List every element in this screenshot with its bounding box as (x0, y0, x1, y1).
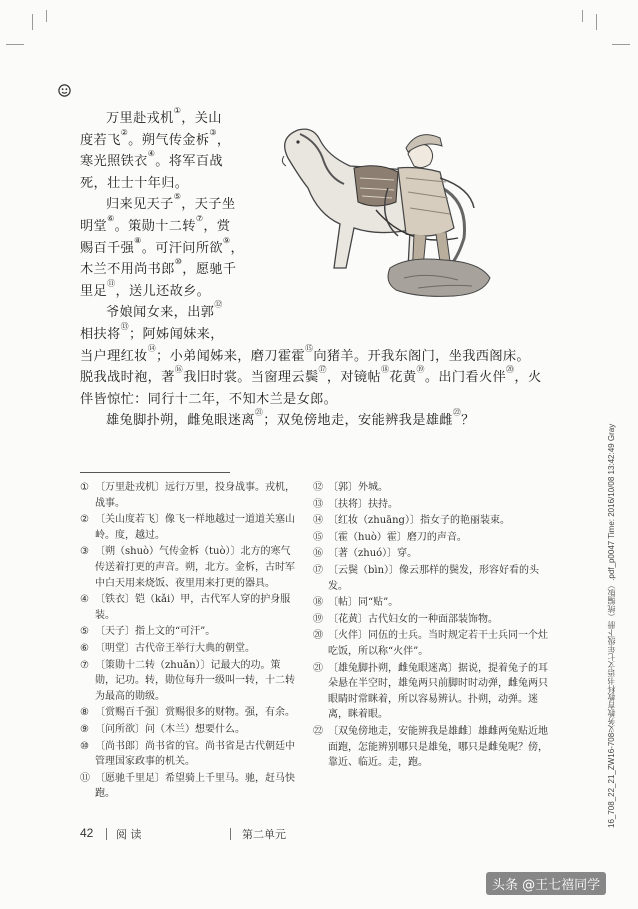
footnote-marker: ⑳ (506, 365, 515, 375)
poem-line (80, 343, 600, 368)
poem-text-segment: 雄兔脚扑朔，雌兔眼迷离 (106, 413, 255, 429)
footnote-marker: ⑯ (174, 365, 184, 375)
unit-label: 第二单元 (242, 828, 286, 841)
section-label: 阅 读 (116, 828, 142, 841)
footnote-text: 〔尚书郎〕尚书省的官。尚书省是古代朝廷中管理国家政事的机关。 (95, 740, 295, 768)
footnote-text: 〔双兔傍地走，安能辨我是雄雌〕雄雌两兔贴近地面跑，怎能辨别哪只是雄兔，哪只是雌兔呢？傍，靠近、临近。走，跑。 (328, 725, 548, 769)
poem-text-segment: ，关山 (181, 111, 222, 126)
footnote-marker: ㉒ (452, 408, 462, 418)
footnote-marker: ⑪ (107, 278, 116, 288)
footnotes-left-column (80, 480, 300, 803)
footnote-number: ⑤ (80, 626, 89, 638)
footnote-number: ⑭ (313, 515, 323, 527)
poem-text-segment: 明堂 (80, 218, 108, 234)
poem-text-segment: 。可汗问所欲 (141, 240, 223, 256)
poem-text-segment: 花黄 (389, 370, 417, 386)
poem-text-segment: ， (216, 132, 231, 148)
footnote-text: 〔赏赐百千强〕赏赐很多的财物。强，有余。 (95, 707, 295, 719)
footnote-text: 〔云鬓（bìn）〕像云那样的鬓发，形容好看的头发。 (328, 564, 540, 592)
footnote-item (80, 658, 300, 705)
poem-text-segment: ；小弟闻姊来，磨刀霍霍 (156, 348, 305, 364)
footnote-text: 〔愿驰千里足〕希望骑上千里马。驰，赶马快跑。 (95, 772, 295, 800)
poem-text-segment: 。朔气传金柝 (128, 132, 210, 148)
poem-text-segment: ；双兔傍地走，安能辨我是雄雌 (263, 413, 453, 429)
footnote-number: ⑲ (313, 613, 323, 625)
footnote-number: ⑩ (80, 740, 89, 752)
footnote-number: ⑬ (313, 498, 323, 510)
footnote-number: ⑪ (80, 772, 90, 784)
footnote-text: 〔红妆（zhuāng）〕指女子的艳丽装束。 (328, 515, 510, 527)
poem-line (80, 410, 600, 432)
poem-text-segment: ；阿姊闻妹来， (128, 326, 224, 342)
footnote-marker: ⑩ (174, 257, 183, 267)
footnote-number: ④ (80, 594, 89, 606)
footer-divider (230, 828, 231, 840)
footnote-marker: ⑮ (304, 343, 314, 353)
crop-mark (612, 44, 630, 45)
footnote-item (80, 512, 300, 543)
poem-line (80, 389, 600, 411)
footnote-number: ㉑ (313, 662, 323, 674)
poem-text-segment: 里足 (80, 283, 108, 299)
footnote-item (80, 592, 300, 623)
poem-text-segment: ？ (461, 413, 475, 429)
crop-mark (6, 44, 24, 45)
poem-text-segment: ，送儿还故乡。 (115, 283, 211, 299)
footnote-item (80, 641, 300, 657)
poem-text-segment: 寒光照铁衣 (80, 154, 148, 170)
poem-text-segment: 木兰不用尚书郎 (80, 262, 175, 278)
footnote-number: ③ (80, 546, 89, 558)
footnote-marker: ⑬ (120, 321, 129, 331)
footnote-marker: ⑰ (318, 365, 327, 375)
footnote-item (80, 624, 300, 640)
footnote-item (313, 628, 556, 659)
footnote-item (80, 480, 300, 511)
footnote-item (313, 480, 556, 496)
footnote-item (313, 563, 556, 594)
footnote-marker: ⑭ (147, 343, 157, 353)
footer-divider (106, 828, 107, 840)
footnote-item (80, 705, 300, 721)
footnote-item (80, 739, 300, 770)
footnote-text: 〔朔（shuò）气传金柝（tuò）〕北方的寒气传送着打更的声音。朔，北方。金柝，古时军中白天用来烧饭、夜里用来打更的器具。 (95, 546, 295, 589)
footnote-item (313, 595, 556, 611)
poem-text-segment: 度若飞 (80, 132, 121, 148)
poem-text-segment: 。出门看火伴 (424, 370, 507, 386)
footnote-number: ⑯ (313, 548, 323, 560)
footnote-divider (80, 472, 230, 473)
poem-text-segment: 赐百千强 (80, 240, 135, 256)
footnote-number: ⑱ (313, 597, 323, 609)
poem-text-segment: 。策勋十二转 (114, 218, 196, 234)
footnote-item (313, 661, 556, 723)
footnote-number: ㉒ (313, 725, 323, 737)
footnote-text: 〔花黄〕古代妇女的一种面部装饰物。 (328, 613, 498, 625)
poem-text-segment: ，火 (514, 370, 542, 386)
footnote-item (313, 497, 556, 513)
footnote-text: 〔扶将〕扶持。 (328, 498, 398, 510)
poem-text-segment: 。将军百战 (155, 154, 223, 170)
footnote-marker: ⑨ (222, 235, 231, 245)
poem-text-segment: ，天子坐 (181, 197, 236, 213)
poem-line (80, 321, 600, 346)
footnote-marker: ⑧ (134, 235, 142, 245)
footnote-text: 〔著（zhuó）〕穿。 (328, 548, 418, 560)
footnote-number: ⑧ (80, 707, 89, 719)
poem-text-segment: 爷娘闻女来，出郭 (106, 305, 215, 321)
footnote-item (313, 530, 556, 546)
footnote-number: ⑫ (313, 482, 323, 493)
footnote-marker: ⑥ (107, 213, 115, 223)
footnote-marker: ⑱ (381, 365, 390, 375)
footnote-text: 〔铁衣〕铠（kǎi）甲，古代军人穿的护身服装。 (95, 594, 291, 621)
footnote-marker: ③ (209, 127, 217, 137)
print-info-strip: 16_708_22_21_ZW16-708义务教育教科书语文七年级下册（统编版）.pdf_p0047 Time: 2016/10/08 13:42:49 Gray (607, 423, 616, 828)
footnote-marker: ㉑ (254, 408, 264, 418)
poem-text-segment: ，愿驰千 (182, 262, 237, 278)
poem-text-segment: ，赏 (203, 218, 231, 234)
footnote-item (80, 544, 300, 591)
footnote-marker: ⑤ (173, 192, 182, 202)
footnote-number: ① (80, 482, 89, 493)
footnote-number: ⑦ (80, 659, 89, 671)
footnote-marker: ② (120, 127, 129, 137)
poem-text-segment: 死，壮士十年归。 (80, 175, 189, 191)
footnote-text: 〔帖〕同“贴”。 (328, 597, 399, 609)
footnote-number: ⑮ (313, 531, 323, 543)
poem-text-segment: 脱我战时袍，著 (80, 370, 175, 386)
poem-text-segment: ，对镜帖 (326, 370, 382, 386)
footnote-text: 〔策勋十二转（zhuǎn）〕记最大的功。策勋，记功。转，勋位每升一级叫一转，十二转为最高的勋级。 (95, 659, 295, 702)
footnote-text: 〔万里赴戎机〕远行万里，投身战事。戎机，战事。 (95, 482, 295, 509)
poem-text-segment: ， (230, 240, 244, 256)
footnote-text: 〔郭〕外城。 (328, 482, 388, 493)
footnote-item (80, 722, 300, 738)
footnote-marker: ① (173, 106, 182, 115)
footnotes-right-column (313, 480, 556, 772)
footnote-text: 〔天子〕指上文的“可汗”。 (95, 626, 216, 638)
poem-text-segment: 相扶将 (80, 326, 121, 342)
footnote-number: ⑨ (80, 723, 89, 735)
mulan-horse-illustration (258, 118, 508, 308)
poem-text-segment: 向猪羊。开我东阁门，坐我西阁床。 (313, 348, 530, 364)
footnote-text: 〔火伴〕同伍的士兵。当时规定若干士兵同一个灶吃饭，所以称“火伴”。 (328, 630, 548, 657)
crop-mark (582, 10, 583, 22)
page-number: 42 (80, 826, 94, 840)
footnote-item (313, 724, 556, 771)
footnote-number: ⑥ (80, 642, 89, 654)
footnote-text: 〔关山度若飞〕像飞一样地越过一道道关塞山岭。度，越过。 (95, 514, 295, 541)
footnote-item (313, 546, 556, 562)
crop-mark (46, 10, 47, 22)
footnote-marker: ⑫ (214, 300, 223, 310)
footnote-number: ⑳ (313, 630, 323, 642)
footnote-text: 〔雄兔脚扑朔，雌兔眼迷离〕据说，提着兔子的耳朵悬在半空时，雄兔两只前脚时时动弹，雌兔两只眼睛时常眯着，所以容易辨认。扑朔，动弹。迷离，眯着眼。 (328, 662, 548, 721)
face-icon (58, 84, 71, 97)
crop-mark (596, 14, 597, 30)
footnote-item (80, 771, 300, 802)
footnote-item (313, 612, 556, 628)
poem-text-segment: 归来见天子 (106, 197, 174, 213)
footnote-marker: ④ (147, 149, 156, 159)
poem-text-segment: 万里赴戎机 (106, 111, 174, 126)
footnote-item (313, 513, 556, 529)
footnote-text: 〔霍（huò）霍〕磨刀的声音。 (328, 531, 467, 543)
poem-text-segment: 我旧时裳。当窗理云鬓 (183, 370, 319, 386)
footnote-number: ⑰ (313, 564, 323, 576)
crop-mark (32, 14, 33, 30)
poem-text-segment: 伴皆惊忙：同行十二年，不知木兰是女郎。 (80, 391, 338, 407)
footnote-number: ② (80, 514, 89, 526)
footnote-text: 〔问所欲〕问（木兰）想要什么。 (95, 723, 245, 735)
footnote-text: 〔明堂〕古代帝王举行大典的朝堂。 (95, 642, 255, 654)
footnote-marker: ⑦ (195, 213, 204, 223)
poem-text-segment: 当户理红妆 (80, 348, 148, 364)
poem-line (80, 367, 600, 389)
footnote-marker: ⑲ (416, 365, 425, 375)
watermark: 头条 @王七禧同学 (486, 872, 606, 895)
